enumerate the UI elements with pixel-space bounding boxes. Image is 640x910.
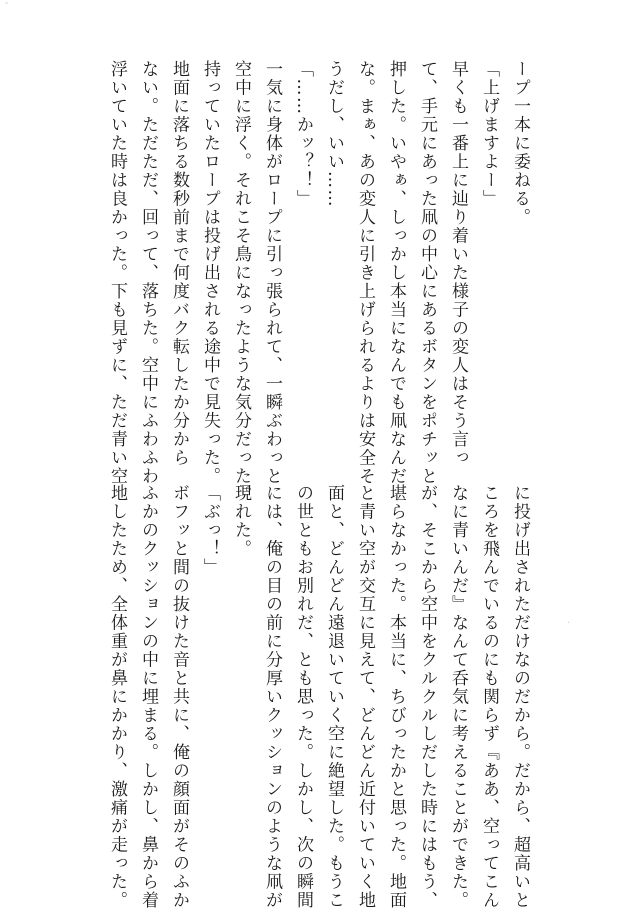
text-line: 地したため、全体重が鼻にかかり、激痛が走った。 <box>107 484 127 910</box>
text-line: ふかのクッションの中に埋まる。しかし、鼻から着 <box>138 484 158 910</box>
text-line: ころを飛んでいるのにも関らず『ああ、空ってこん <box>479 484 499 910</box>
text-block-top <box>101 60 535 504</box>
text-line: て、手元にあった凧の中心にあるボタンをポチッと <box>417 60 437 486</box>
text-line: が、そこから空中をクルクルしだした時にはもう、 <box>417 484 437 910</box>
text-line: には、俺の目の前に分厚いクッションのような凧が <box>262 484 282 910</box>
text-line: 「上げますよー」 <box>479 60 499 208</box>
scan-mark: · <box>566 618 570 629</box>
text-line: 空中に浮く。それこそ鳥になったような気分だった。 <box>231 60 251 504</box>
text-line: に投げ出されただけなのだから。だから、超高いと <box>510 484 530 910</box>
text-line: 「……かッ？！」 <box>293 60 313 208</box>
text-line: ボフッと間の抜けた音と共に、俺の顔面がそのふか <box>169 484 189 910</box>
text-line: 面と、どんどん遠退いていく空に絶望した。もうこ <box>324 484 344 910</box>
text-line: と青い空が交互に見えて、どんどん近付いていく地 <box>355 484 375 910</box>
text-line: 押した。いやぁ、しっかし本当になんでも凧なんだ <box>386 60 406 486</box>
text-line: うだし、いい…… <box>324 60 344 208</box>
text-block-bottom <box>101 484 535 910</box>
text-line: 持っていたロープは投げ出される途中で見失った。 <box>200 60 220 486</box>
text-line: 堪らなかった。本当に、ちびったかと思った。地面 <box>386 484 406 910</box>
text-line: 早くも一番上に辿り着いた様子の変人はそう言っ <box>448 60 468 467</box>
text-line: な。まぁ、あの変人に引き上げられるよりは安全そ <box>355 60 375 486</box>
text-line: 浮いていた時は良かった。下も見ずに、ただ青い空 <box>107 60 127 486</box>
text-line: 「ぶっ！」 <box>200 484 220 577</box>
text-line: なに青いんだ』なんて呑気に考えることができた。 <box>448 484 468 910</box>
text-line: 地面に落ちる数秒前まで何度バク転したか分から <box>169 60 189 467</box>
text-line: ない。ただただ、回って、落ちた。空中にふわふわ <box>138 60 158 486</box>
text-line: の世ともお別れだ、とも思った。しかし、次の瞬間 <box>293 484 313 910</box>
text-line: 一気に身体がロープに引っ張られて、一瞬ぶわっと <box>262 60 282 486</box>
scan-mark: ˇ <box>4 2 9 13</box>
text-line: 現れた。 <box>231 484 251 558</box>
text-line: ープ一本に委ねる。 <box>510 60 530 227</box>
